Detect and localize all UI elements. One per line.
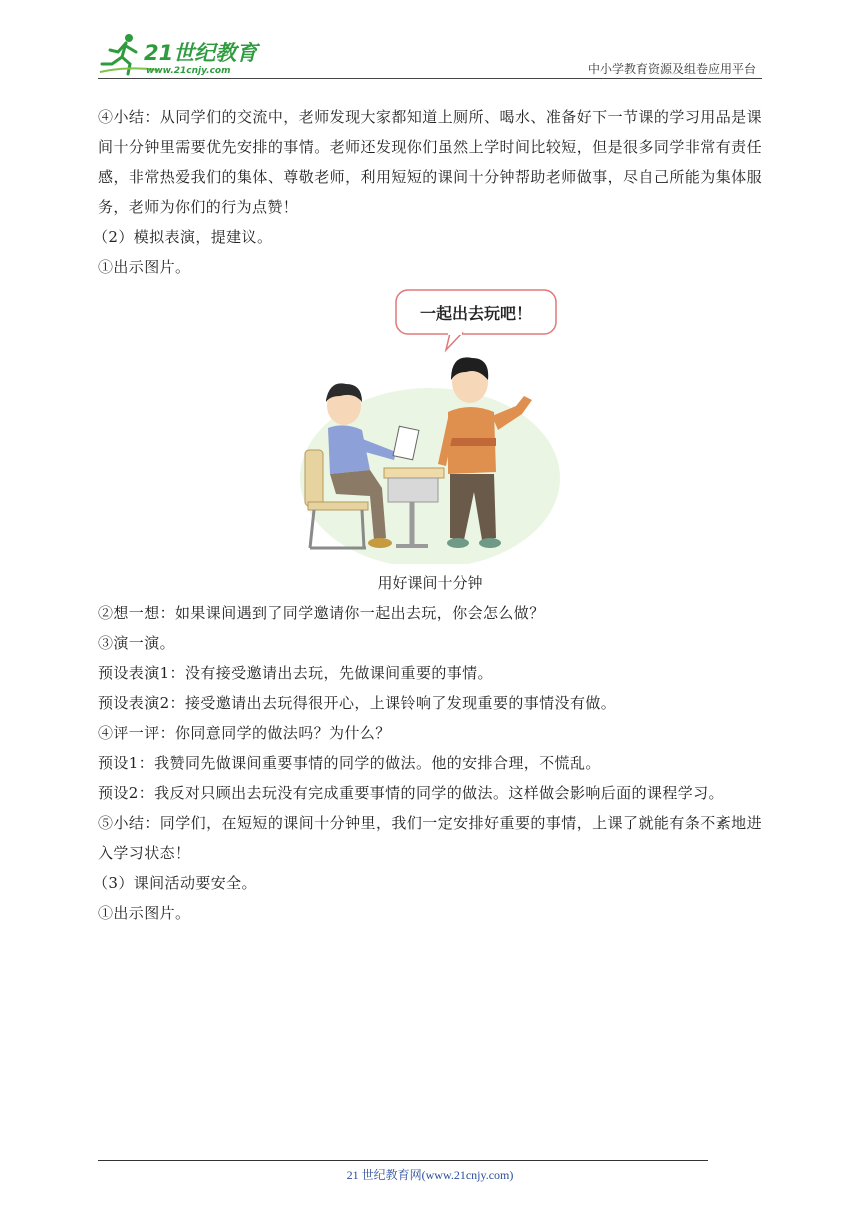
- paragraph-preset-2: 预设2：我反对只顾出去玩没有完成重要事情的同学的做法。这样做会影响后面的课程学习。: [98, 784, 724, 802]
- figure-caption: 用好课间十分钟: [377, 574, 483, 592]
- paragraph-show-picture-1: ①出示图片。: [98, 258, 191, 276]
- header-divider: [98, 78, 762, 79]
- paragraph-section-2: （2）模拟表演，提建议。: [93, 228, 273, 246]
- page-header: [98, 30, 762, 80]
- paragraph-preset-act-2: 预设表演2：接受邀请出去玩得很开心，上课铃响了发现重要的事情没有做。: [98, 694, 617, 712]
- paragraph-summary-2: ⑤小结：同学们，在短短的课间十分钟里，我们一定安排好重要的事情，上课了就能有条不紊地进入学习状态！: [98, 814, 762, 862]
- speech-text: 一起出去玩吧！: [419, 304, 533, 323]
- paragraph-think: ②想一想：如果课间遇到了同学邀请你一起出去玩，你会怎么做？: [98, 604, 545, 622]
- header-platform-text: 中小学教育资源及组卷应用平台: [587, 62, 756, 76]
- footer-divider: [98, 1160, 708, 1161]
- illustration-figure: [300, 288, 560, 564]
- paragraph-preset-1: 预设1：我赞同先做课间重要事情的同学的做法。他的安排合理，不慌乱。: [98, 754, 601, 772]
- paragraph-section-3: （3）课间活动要安全。: [93, 874, 257, 892]
- paragraph-show-picture-2: ①出示图片。: [98, 904, 191, 922]
- logo-text: 21世纪教育: [144, 41, 258, 65]
- logo: [98, 30, 268, 80]
- logo-url: www.21cnjy.com: [146, 66, 231, 76]
- illustration-image: [300, 288, 560, 564]
- paragraph-preset-act-1: 预设表演1：没有接受邀请出去玩，先做课间重要的事情。: [98, 664, 493, 682]
- document-body: [93, 102, 762, 928]
- paragraph-act: ③演一演。: [98, 634, 176, 652]
- paragraph-summary-1: ④小结：从同学们的交流中，老师发现大家都知道上厕所、喝水、准备好下一节课的学习用品是课间十分钟里需要优先安排的事情。老师还发现你们虽然上学时间比较短，但是很多同学非常有责任感，非常热爱我们的集体、尊敬老师，利用短短的课间十分钟帮助老师做事，尽自己所能为集体服务，老师为你们的行为点赞！: [98, 108, 762, 216]
- footer-text: 21 世纪教育网(www.21cnjy.com): [346, 1168, 514, 1182]
- paragraph-evaluate: ④评一评：你同意同学的做法吗？为什么？: [98, 724, 391, 742]
